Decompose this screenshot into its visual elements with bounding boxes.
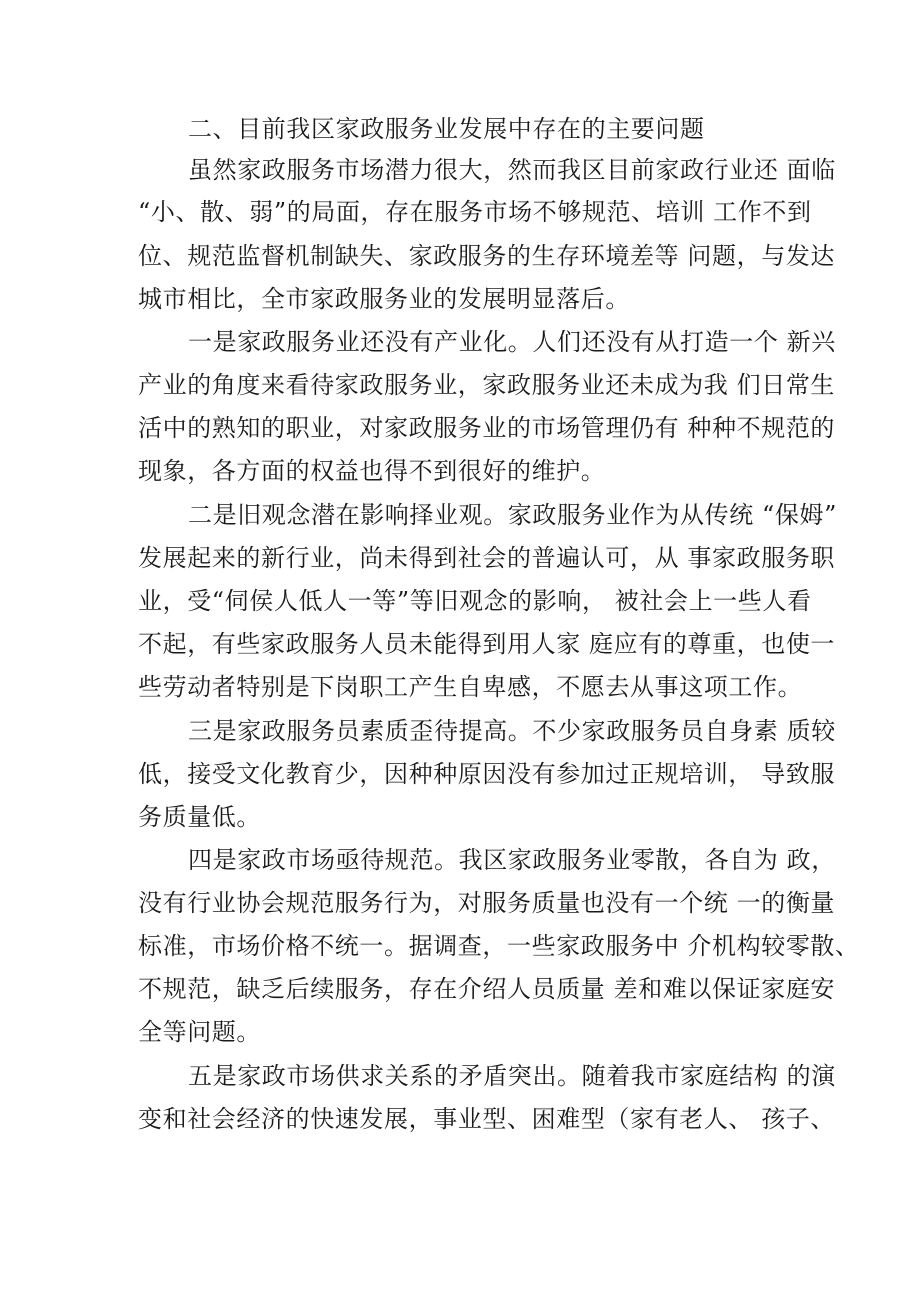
paragraph-1-line-3: 位、规范监督机制缺失、家政服务的生存环境差等 问题，与发达 bbox=[138, 242, 836, 270]
paragraph-4-line-1: 三是家政服务员素质歪待提高。不少家政服务员自身素 质较 bbox=[188, 717, 836, 745]
paragraph-2-line-1: 一是家政服务业还没有产业化。人们还没有从打造一个 新兴 bbox=[188, 328, 836, 356]
paragraph-1-line-1: 虽然家政服务市场潜力很大，然而我区目前家政行业还 面临 bbox=[188, 156, 836, 184]
paragraph-4-line-2: 低，接受文化教育少，因种种原因没有参加过正规培训， 导致服 bbox=[138, 760, 836, 788]
paragraph-4-line-3: 务质量低。 bbox=[138, 803, 261, 831]
paragraph-1-line-2: “小、散、弱”的局面，存在服务市场不够规范、培训 工作不到 bbox=[138, 198, 812, 226]
paragraph-1-line-4: 城市相比，全市家政服务业的发展明显落后。 bbox=[138, 285, 630, 313]
paragraph-5-line-4: 不规范，缺乏后续服务，存在介绍人员质量 差和难以保证家庭安 bbox=[138, 975, 836, 1003]
paragraph-3-line-5: 些劳动者特别是下岗职工产生自卑感，不愿去从事这项工作。 bbox=[138, 673, 803, 701]
paragraph-6-line-2: 变和社会经济的快速发展，事业型、困难型（家有老人、 孩子、 bbox=[138, 1105, 836, 1133]
paragraph-3-line-3: 业，受“伺侯人低人一等”等旧观念的影响， 被社会上一些人看 bbox=[138, 587, 812, 615]
paragraph-2-line-2: 产业的角度来看待家政服务业，家政服务业还未成为我 们日常生 bbox=[138, 371, 836, 399]
paragraph-5-line-3: 标准，市场价格不统一。据调查，一些家政服务中 介机构较零散、 bbox=[138, 932, 860, 960]
paragraph-3-line-2: 发展起来的新行业，尚未得到社会的普遍认可，从 事家政服务职 bbox=[138, 544, 836, 572]
paragraph-5-line-1: 四是家政市场亟待规范。我区家政服务业零散，各自为 政， bbox=[188, 846, 836, 874]
paragraph-2-line-3: 活中的熟知的职业，对家政服务业的市场管理仍有 种种不规范的 bbox=[138, 414, 836, 442]
paragraph-2-line-4: 现象，各方面的权益也得不到很好的维护。 bbox=[138, 457, 606, 485]
paragraph-5-line-5: 全等问题。 bbox=[138, 1018, 261, 1046]
paragraph-5-line-2: 没有行业协会规范服务行为，对服务质量也没有一个统 一的衡量 bbox=[138, 889, 836, 917]
paragraph-6-line-1: 五是家政市场供求关系的矛盾突出。随着我市家庭结构 的演 bbox=[188, 1062, 836, 1090]
paragraph-3-line-1: 二是旧观念潜在影响择业观。家政服务业作为从传统 “保姆” bbox=[188, 501, 837, 529]
section-heading: 二、目前我区家政服务业发展中存在的主要问题 bbox=[188, 115, 705, 143]
paragraph-3-line-4: 不起，有些家政服务人员未能得到用人家 庭应有的尊重，也使一 bbox=[138, 630, 836, 658]
